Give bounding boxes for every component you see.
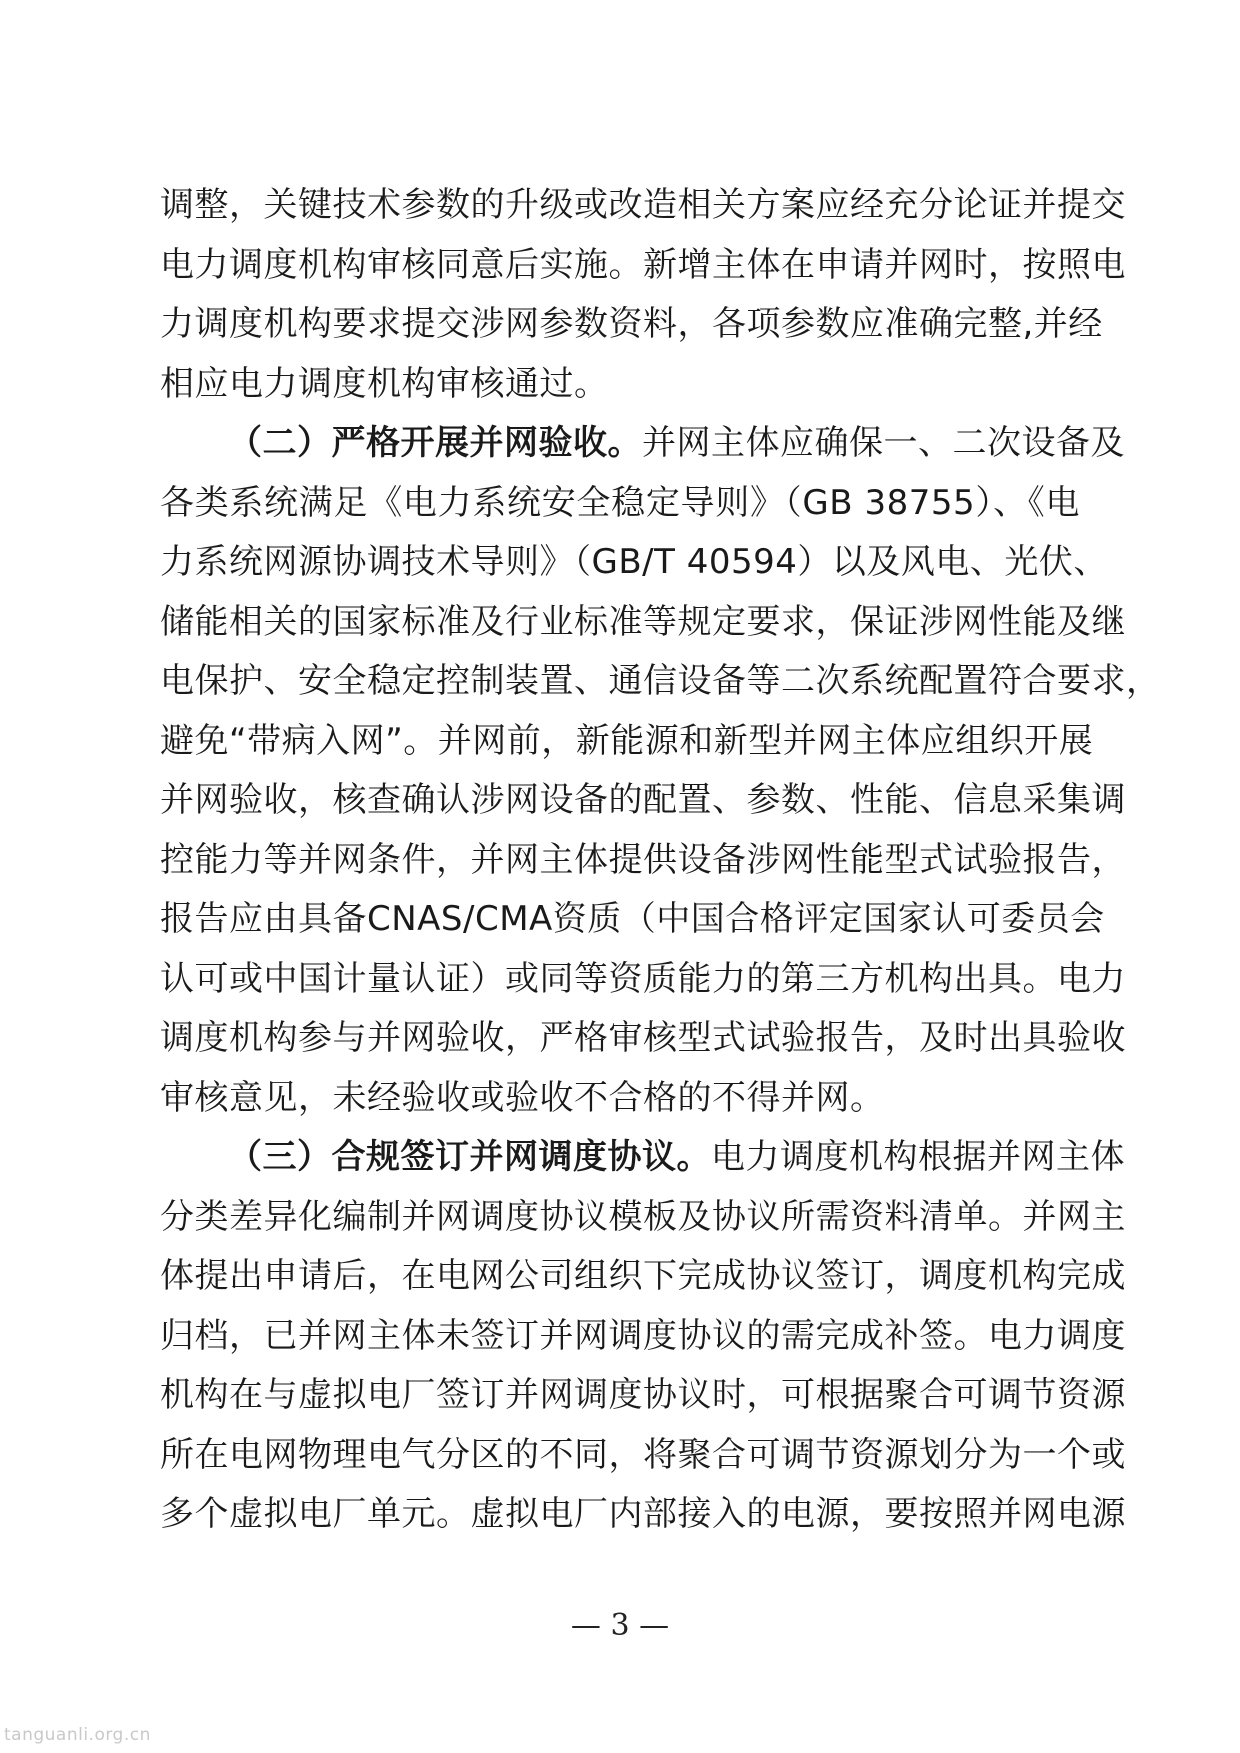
line-text: 调度机构参与并网验收，严格审核型式试验报告，及时出具验收 — [160, 1018, 1126, 1058]
text-line — [160, 1426, 1126, 1486]
section-heading: （二）严格开展并网验收。 — [228, 423, 642, 463]
text-line — [160, 1485, 1126, 1545]
line-text: 审核意见，未经验收或验收不合格的不得并网。 — [160, 1077, 885, 1118]
line-text: 储能相关的国家标准及行业标准等规定要求，保证涉网性能及继 — [160, 601, 1126, 642]
text-line — [160, 1247, 1126, 1307]
text-line — [160, 1307, 1126, 1367]
text-line — [160, 176, 1126, 236]
text-line — [160, 236, 1126, 296]
line-text: 避免“带病入网”。并网前，新能源和新型并网主体应组织开展 — [160, 720, 1094, 761]
text-line — [160, 414, 1125, 474]
line-text: 认可或中国计量认证）或同等资质能力的第三方机构出具。电力 — [160, 958, 1126, 999]
line-text: 力系统网源协调技术导则》（GB/T 40594）以及风电、光伏、 — [160, 542, 1108, 582]
line-text: 电保护、安全稳定控制装置、通信设备等二次系统配置符合要求， — [160, 661, 1161, 701]
page-number: — 3 — — [570, 1608, 670, 1643]
text-line — [160, 474, 1080, 534]
line-text: 电力调度机构审核同意后实施。新增主体在申请并网时，按照电 — [160, 244, 1126, 285]
text-line — [160, 771, 1126, 831]
line-text: 体提出申请后，在电网公司组织下完成协议签订，调度机构完成 — [160, 1256, 1126, 1296]
line-text: 相应电力调度机构审核通过。 — [160, 363, 609, 404]
line-text: 所在电网物理电气分区的不同，将聚合可调节资源划分为一个或 — [160, 1434, 1126, 1475]
text-line — [160, 1366, 1126, 1426]
text-line — [160, 355, 1080, 415]
text-line — [160, 1128, 1125, 1188]
line-text: 报告应由具备CNAS/CMA资质（中国合格评定国家认可委员会 — [160, 899, 1105, 939]
line-text: 调整，关键技术参数的升级或改造相关方案应经充分论证并提交 — [160, 185, 1126, 225]
text-line — [160, 831, 1126, 891]
text-line — [160, 652, 1161, 712]
line-text: 电力调度机构根据并网主体 — [711, 1137, 1125, 1177]
section-heading: （三）合规签订并网调度协议。 — [228, 1137, 711, 1177]
text-line — [160, 712, 1094, 772]
line-text: 并网主体应确保一、二次设备及 — [642, 423, 1125, 463]
line-text: 分类差异化编制并网调度协议模板及协议所需资料清单。并网主 — [160, 1196, 1126, 1237]
line-text: 机构在与虚拟电厂签订并网调度协议时，可根据聚合可调节资源 — [160, 1375, 1126, 1415]
text-line — [160, 950, 1126, 1010]
text-line — [160, 593, 1126, 653]
line-text: 力调度机构要求提交涉网参数资料，各项参数应准确完整,并经 — [160, 304, 1103, 344]
line-text: 归档，已并网主体未签订并网调度协议的需完成补签。电力调度 — [160, 1315, 1126, 1356]
line-text: 多个虚拟电厂单元。虚拟电厂内部接入的电源，要按照并网电源 — [160, 1494, 1126, 1534]
text-line — [160, 1188, 1126, 1248]
text-line — [160, 295, 1103, 355]
body-text — [160, 176, 1161, 1545]
text-line — [160, 1009, 1126, 1069]
line-text: 控能力等并网条件，并网主体提供设备涉网性能型式试验报告， — [160, 839, 1126, 880]
text-line — [160, 533, 1108, 593]
watermark-text: tanguanli.org.cn — [4, 1725, 151, 1745]
line-text: 并网验收，核查确认涉网设备的配置、参数、性能、信息采集调 — [160, 780, 1126, 820]
line-text: 各类系统满足《电力系统安全稳定导则》（GB 38755）、《电 — [160, 482, 1080, 523]
text-line — [160, 890, 1105, 950]
text-line — [160, 1069, 1080, 1129]
